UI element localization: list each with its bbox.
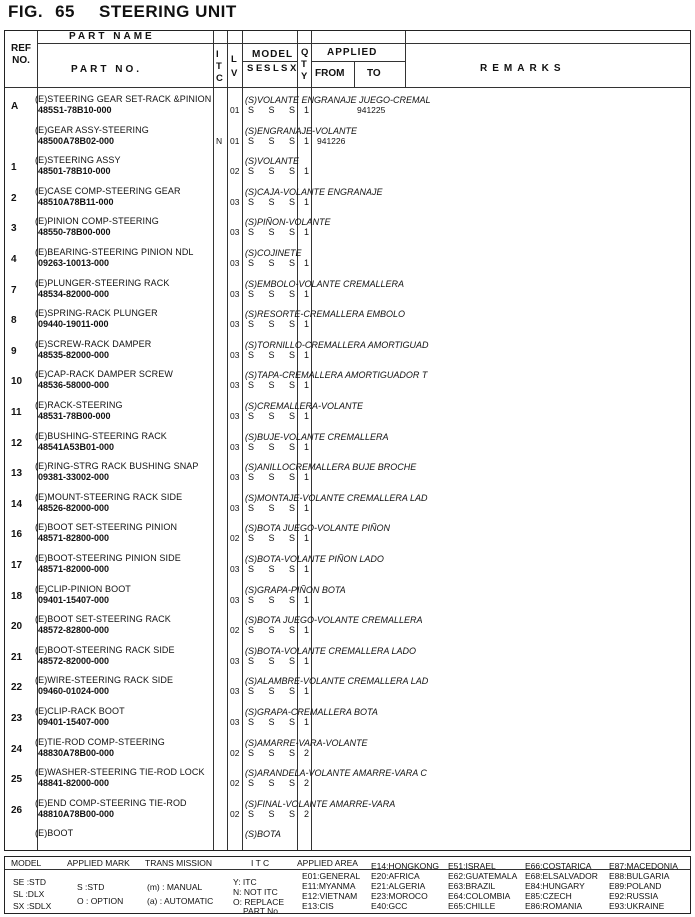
legend-area-e85: E85:CZECH xyxy=(525,891,572,901)
quantity: 2 xyxy=(304,747,310,758)
legend-area-e68: E68:ELSALVADOR xyxy=(525,871,598,881)
table-row xyxy=(5,737,690,768)
part-name: (E)SPRING-RACK PLUNGER xyxy=(35,308,158,319)
ref-number: 21 xyxy=(11,651,23,663)
quantity: 1 xyxy=(304,594,310,605)
table-row xyxy=(5,645,690,676)
part-name: (E)BEARING-STEERING PINION NDL xyxy=(35,247,194,257)
level-value: 02 xyxy=(230,533,240,544)
legend-area-e86: E86:ROMANIA xyxy=(525,901,583,911)
legend-area-e40: E40:GCC xyxy=(371,901,408,911)
remarks-text: (S)MONTAJE-VOLANTE CREMALLERA LAD xyxy=(245,492,428,503)
level-value: 03 xyxy=(230,472,240,483)
legend-trans-auto: (a) : AUTOMATIC xyxy=(147,896,214,906)
part-number: 48541A53B01-000 xyxy=(38,441,115,452)
ref-number: 14 xyxy=(11,498,23,510)
level-value: 01 xyxy=(230,135,240,146)
applied-from: 941226 xyxy=(317,135,346,146)
model-marks: S S S xyxy=(248,411,302,421)
model-col-sl: S L xyxy=(264,63,279,74)
part-number: 09263-10013-000 xyxy=(38,258,110,268)
remarks-text: (S)BOTA-VOLANTE PIÑON LADO xyxy=(245,554,384,564)
table-row xyxy=(5,369,690,400)
legend-area-e93: E93:UKRAINE xyxy=(609,901,665,911)
table-row xyxy=(5,522,690,553)
quantity: 1 xyxy=(304,258,310,268)
model-marks: S S S xyxy=(248,349,302,360)
ref-number: 26 xyxy=(11,804,23,816)
table-row xyxy=(5,614,690,645)
header-line xyxy=(311,61,405,62)
legend-area-e51: E51:ISRAEL xyxy=(448,861,496,871)
remarks-text: (S)BUJE-VOLANTE CREMALLERA xyxy=(245,431,389,442)
legend-area-e62: E62:GUATEMALA xyxy=(448,871,518,881)
model-marks: S S S xyxy=(248,105,302,115)
remarks-text: (S)FINAL-VOLANTE AMARRE-VARA xyxy=(245,798,396,809)
part-number: 48510A78B11-000 xyxy=(38,196,114,207)
legend-area-e92: E92:RUSSIA xyxy=(609,891,659,901)
legend-area-e11: E11:MYANMA xyxy=(302,881,356,891)
ref-number: 13 xyxy=(11,468,23,480)
model-marks: S S S xyxy=(248,533,302,544)
part-number: 48535-82000-000 xyxy=(38,349,110,360)
remarks-text: (S)VOLANTE xyxy=(245,156,300,167)
legend-mark-std: S :STD xyxy=(77,882,105,892)
quantity: 1 xyxy=(304,196,310,207)
quantity: 1 xyxy=(304,319,310,330)
remarks-text: (S)TAPA-CREMALLERA AMORTIGUADOR T xyxy=(245,370,428,381)
part-number: 48536-58000-000 xyxy=(38,380,110,391)
qty-header xyxy=(301,47,308,83)
part-name: (E)GEAR ASSY-STEERING xyxy=(35,124,149,135)
remarks-text: (S)COJINETE xyxy=(245,248,302,258)
ref-number: A xyxy=(11,101,19,112)
level-value: 03 xyxy=(230,288,240,299)
model-marks: S S S xyxy=(248,625,302,636)
table-row xyxy=(5,431,690,462)
part-number: 48501-78B10-000 xyxy=(38,166,111,177)
part-number: 48841-82000-000 xyxy=(38,778,110,789)
ref-number: 22 xyxy=(11,682,23,694)
legend xyxy=(4,856,691,914)
applied-header: APPLIED xyxy=(327,47,378,58)
remarks-text: (S)EMBOLO-VOLANTE CREMALLERA xyxy=(245,278,405,289)
ref-number: 11 xyxy=(11,407,22,418)
level-value: 03 xyxy=(230,380,240,391)
remarks-text: (S)BOTA-VOLANTE CREMALLERA LADO xyxy=(245,645,417,656)
table-row xyxy=(5,584,690,615)
level-value: 03 xyxy=(230,686,240,697)
table-row xyxy=(5,553,690,584)
lv-v: V xyxy=(231,68,238,79)
part-number: 48572-82800-000 xyxy=(38,625,110,636)
lv-header xyxy=(231,53,237,81)
quantity: 1 xyxy=(304,502,310,513)
legend-area-e64: E64:COLOMBIA xyxy=(448,891,511,901)
level-value: 02 xyxy=(230,747,240,758)
legend-area-e84: E84:HUNGARY xyxy=(525,881,585,891)
quantity: 1 xyxy=(304,686,310,697)
part-name: (E)BOOT xyxy=(35,828,74,839)
part-name: (E)WASHER-STEERING TIE-ROD LOCK xyxy=(35,767,205,778)
ref-number: 9 xyxy=(11,345,17,357)
itc-c: C xyxy=(216,73,223,84)
legend-area-e88: E88:BULGARIA xyxy=(609,871,670,881)
parts-table xyxy=(4,30,691,851)
header-line xyxy=(37,43,690,44)
quantity: 1 xyxy=(304,288,310,299)
legend-area-e01: E01:GENERAL xyxy=(302,871,361,881)
level-value: 03 xyxy=(230,564,240,574)
remarks-text: (S)BOTA JUEGO-VOLANTE CREMALLERA xyxy=(245,615,423,626)
part-number: 09401-15407-000 xyxy=(38,594,110,605)
table-row xyxy=(5,675,690,706)
part-number: 48531-78B00-000 xyxy=(38,411,111,421)
remarks-text: (S)BOTA xyxy=(245,829,281,840)
col-divider xyxy=(354,61,355,87)
legend-trans-manual: (m) : MANUAL xyxy=(147,882,203,892)
level-value: 03 xyxy=(230,319,240,330)
level-value: 03 xyxy=(230,655,240,666)
legend-area-e20: E20:AFRICA xyxy=(371,871,420,881)
part-name: (E)WIRE-STEERING RACK SIDE xyxy=(35,675,174,686)
level-value: 02 xyxy=(230,625,240,636)
level-value: 01 xyxy=(230,105,240,115)
ref-number: 23 xyxy=(11,713,23,724)
part-number: 48810A78B00-000 xyxy=(38,808,115,819)
legend-model-sx: SX :SDLX xyxy=(13,901,52,911)
legend-area-e14: E14:HONGKONG xyxy=(371,861,440,871)
part-name: (E)END COMP-STEERING TIE-ROD xyxy=(35,797,187,808)
part-name: (E)CLIP-PINION BOOT xyxy=(35,583,131,594)
quantity: 2 xyxy=(304,808,310,819)
model-marks: S S S xyxy=(248,135,302,146)
level-value: 02 xyxy=(230,166,240,177)
itc-value: N xyxy=(216,135,223,146)
table-row xyxy=(5,798,690,829)
table-row xyxy=(5,125,690,156)
quantity: 1 xyxy=(304,349,310,360)
figure-label: FIG. xyxy=(8,2,44,21)
table-row xyxy=(5,828,690,859)
model-marks: S S S xyxy=(248,258,302,268)
quantity: 1 xyxy=(304,564,310,574)
table-row xyxy=(5,706,690,737)
part-name: (E)SCREW-RACK DAMPER xyxy=(35,338,152,349)
quantity: 2 xyxy=(304,778,310,789)
remarks-text: (S)GRAPA-PIÑON BOTA xyxy=(245,584,346,595)
ref-number: 3 xyxy=(11,223,17,235)
level-value: 03 xyxy=(230,196,240,207)
ref-number: 2 xyxy=(11,192,17,204)
model-marks: S S S xyxy=(248,288,302,299)
quantity: 1 xyxy=(304,105,310,115)
ref-number: 1 xyxy=(11,162,17,174)
remarks-text: (S)GRAPA-CREMALLERA BOTA xyxy=(245,707,378,717)
model-marks: S S S xyxy=(248,594,302,605)
part-name: (E)CLIP-RACK BOOT xyxy=(35,706,125,716)
to-header: TO xyxy=(367,68,381,79)
legend-itc-y: Y: ITC xyxy=(233,877,257,887)
part-name: (E)BOOT SET-STEERING PINION xyxy=(35,522,178,533)
part-number: 48571-82000-000 xyxy=(38,564,110,574)
ref-number: 24 xyxy=(11,743,23,755)
part-no-header: PART NO. xyxy=(71,64,143,75)
itc-i: I xyxy=(216,49,219,60)
legend-area-title: APPLIED AREA xyxy=(297,858,358,868)
qty-t: T xyxy=(301,59,307,70)
model-marks: S S S xyxy=(248,441,302,452)
model-marks: S S S xyxy=(248,655,302,666)
ref-number: 16 xyxy=(11,529,23,541)
quantity: 1 xyxy=(304,441,310,452)
remarks-text: (S)BOTA JUEGO-VOLANTE PIÑON xyxy=(245,523,391,534)
quantity: 1 xyxy=(304,166,310,177)
table-row xyxy=(5,339,690,370)
table-row xyxy=(5,492,690,523)
quantity: 1 xyxy=(304,625,310,636)
part-number: 48526-82000-000 xyxy=(38,502,110,513)
parts-rows xyxy=(5,94,690,850)
ref-number: 18 xyxy=(11,590,23,602)
model-col-se: S E xyxy=(247,63,263,74)
legend-area-e12: E12:VIETNAM xyxy=(302,891,358,901)
col-divider xyxy=(405,31,406,87)
legend-area-e21: E21:ALGERIA xyxy=(371,881,426,891)
qty-y: Y xyxy=(301,71,308,82)
model-marks: S S S xyxy=(248,227,302,238)
remarks-text: (S)VOLANTE ENGRANAJE JUEGO-CREMAL xyxy=(245,95,431,105)
remarks-text: (S)ENGRANAJE-VOLANTE xyxy=(245,125,358,136)
ref-number: 10 xyxy=(11,376,23,388)
model-marks: S S S xyxy=(248,778,302,789)
part-number: 48550-78B00-000 xyxy=(38,227,111,238)
legend-trans-title: TRANS MISSION xyxy=(145,858,213,868)
table-row xyxy=(5,216,690,247)
part-name: (E)BOOT-STEERING PINION SIDE xyxy=(35,553,181,563)
figure-name: STEERING UNIT xyxy=(98,2,237,21)
model-header: MODEL xyxy=(252,49,294,60)
qty-q: Q xyxy=(301,47,309,58)
table-row xyxy=(5,308,690,339)
ref-number: 17 xyxy=(11,560,23,571)
level-value: 03 xyxy=(230,227,240,238)
level-value: 03 xyxy=(230,258,240,268)
legend-applied-mark-title: APPLIED MARK xyxy=(67,858,130,868)
quantity: 1 xyxy=(304,472,310,483)
model-marks: S S S xyxy=(248,380,302,391)
legend-area-e13: E13:CIS xyxy=(302,901,334,911)
legend-model-title: MODEL xyxy=(11,858,42,868)
applied-to: 941225 xyxy=(357,105,386,115)
quantity: 1 xyxy=(304,655,310,666)
model-marks: S S S xyxy=(248,686,302,697)
legend-itc-title: I T C xyxy=(251,858,270,868)
model-marks: S S S xyxy=(248,717,302,727)
remarks-text: (S)PIÑON-VOLANTE xyxy=(245,217,331,228)
level-value: 03 xyxy=(230,502,240,513)
model-marks: S S S xyxy=(248,319,302,330)
part-number: 48572-82000-000 xyxy=(38,655,110,666)
level-value: 03 xyxy=(230,441,240,452)
no-label: NO. xyxy=(12,55,30,66)
part-number: 48534-82000-000 xyxy=(38,288,110,299)
legend-itc-part: PART No. xyxy=(243,906,281,916)
legend-model-se: SE :STD xyxy=(13,877,47,887)
remarks-text: (S)CAJA-VOLANTE ENGRANAJE xyxy=(245,186,383,197)
remarks-text: (S)RESORTE-CREMALLERA EMBOLO xyxy=(245,309,406,320)
legend-itc-n: N: NOT ITC xyxy=(233,887,278,897)
part-name: (E)PINION COMP-STEERING xyxy=(35,216,159,227)
level-value: 02 xyxy=(230,778,240,789)
remarks-text: (S)ANILLOCREMALLERA BUJE BROCHE xyxy=(245,462,417,473)
from-header: FROM xyxy=(315,68,345,79)
remarks-text: (S)TORNILLO-CREMALLERA AMORTIGUAD xyxy=(245,339,429,350)
quantity: 1 xyxy=(304,135,310,146)
part-number: 09460-01024-000 xyxy=(38,686,110,697)
model-marks: S S S xyxy=(248,166,302,177)
ref-number: 25 xyxy=(11,774,23,786)
table-row xyxy=(5,247,690,278)
model-marks: S S S xyxy=(248,747,302,758)
part-name: (E)STEERING GEAR SET-RACK &PINION xyxy=(35,94,212,104)
remarks-header: REMARKS xyxy=(480,63,566,74)
part-name: (E)CASE COMP-STEERING GEAR xyxy=(35,185,181,196)
part-name: (E)MOUNT-STEERING RACK SIDE xyxy=(35,491,183,502)
legend-mark-option: O : OPTION xyxy=(77,896,124,906)
figure-number: 65 xyxy=(55,2,75,21)
model-col-sx: S X xyxy=(281,63,297,74)
remarks-text: (S)ARANDELA-VOLANTE AMARRE-VARA C xyxy=(245,768,427,779)
table-row xyxy=(5,94,690,125)
part-name: (E)RACK-STEERING xyxy=(35,400,123,410)
legend-area-e87: E87:MACEDONIA xyxy=(609,861,678,871)
part-number: 09381-33002-000 xyxy=(38,472,110,483)
table-row xyxy=(5,278,690,309)
part-name: (E)CAP-RACK DAMPER SCREW xyxy=(35,369,173,380)
part-number: 48571-82800-000 xyxy=(38,533,110,544)
part-name: (E)TIE-ROD COMP-STEERING xyxy=(35,736,165,747)
level-value: 02 xyxy=(230,808,240,819)
model-marks: S S S xyxy=(248,564,302,574)
part-number: 48830A78B00-000 xyxy=(38,747,115,758)
part-name: (E)STEERING ASSY xyxy=(35,155,121,166)
ref-number: 20 xyxy=(11,621,23,633)
part-number: 09440-19011-000 xyxy=(38,319,109,330)
legend-area-e89: E89:POLAND xyxy=(609,881,662,891)
model-marks: S S S xyxy=(248,472,302,483)
model-marks: S S S xyxy=(248,502,302,513)
legend-area-e63: E63:BRAZIL xyxy=(448,881,496,891)
quantity: 1 xyxy=(304,380,310,391)
remarks-text: (S)AMARRE-VARA-VOLANTE xyxy=(245,737,368,748)
ref-no-header xyxy=(9,43,33,67)
ref-number: 7 xyxy=(11,284,17,296)
ref-number: 8 xyxy=(11,315,17,327)
part-number: 48500A78B02-000 xyxy=(38,135,115,146)
legend-model-sl: SL :DLX xyxy=(13,889,45,899)
ref-number: 4 xyxy=(11,254,17,265)
table-row xyxy=(5,400,690,431)
part-name: (E)PLUNGER-STEERING RACK xyxy=(35,277,170,288)
level-value: 03 xyxy=(230,594,240,605)
part-name: (E)BUSHING-STEERING RACK xyxy=(35,430,167,441)
part-number: 485S1-78B10-000 xyxy=(38,105,112,115)
model-marks: S S S xyxy=(248,196,302,207)
part-name: (E)BOOT-STEERING RACK SIDE xyxy=(35,644,175,655)
header-line xyxy=(5,87,690,88)
quantity: 1 xyxy=(304,227,310,238)
part-number: 09401-15407-000 xyxy=(38,717,110,727)
legend-area-e65: E65:CHILLE xyxy=(448,901,496,911)
lv-l: L xyxy=(231,54,237,65)
part-name-header: PART NAME xyxy=(69,31,155,42)
table-row xyxy=(5,155,690,186)
legend-area-e23: E23:MOROCO xyxy=(371,891,428,901)
itc-t: T xyxy=(216,61,222,72)
table-row xyxy=(5,461,690,492)
remarks-text: (S)CREMALLERA-VOLANTE xyxy=(245,401,364,411)
table-row xyxy=(5,186,690,217)
legend-area-e66: E66:COSTARICA xyxy=(525,861,592,871)
level-value: 03 xyxy=(230,717,240,727)
part-name: (E)RING-STRG RACK BUSHING SNAP xyxy=(35,461,199,472)
ref-number: 12 xyxy=(11,437,23,449)
quantity: 1 xyxy=(304,411,310,421)
level-value: 03 xyxy=(230,411,240,421)
level-value: 03 xyxy=(230,349,240,360)
quantity: 1 xyxy=(304,717,310,727)
table-row xyxy=(5,767,690,798)
remarks-text: (S)ALAMBRE-VOLANTE CREMALLERA LAD xyxy=(245,676,429,687)
part-name: (E)BOOT SET-STEERING RACK xyxy=(35,614,171,625)
header-line xyxy=(242,61,297,62)
model-marks: S S S xyxy=(248,808,302,819)
figure-title xyxy=(8,2,237,22)
ref-label: REF xyxy=(11,43,31,54)
legend-itc-o: O: REPLACE xyxy=(233,897,285,907)
quantity: 1 xyxy=(304,533,310,544)
itc-header xyxy=(216,49,223,85)
